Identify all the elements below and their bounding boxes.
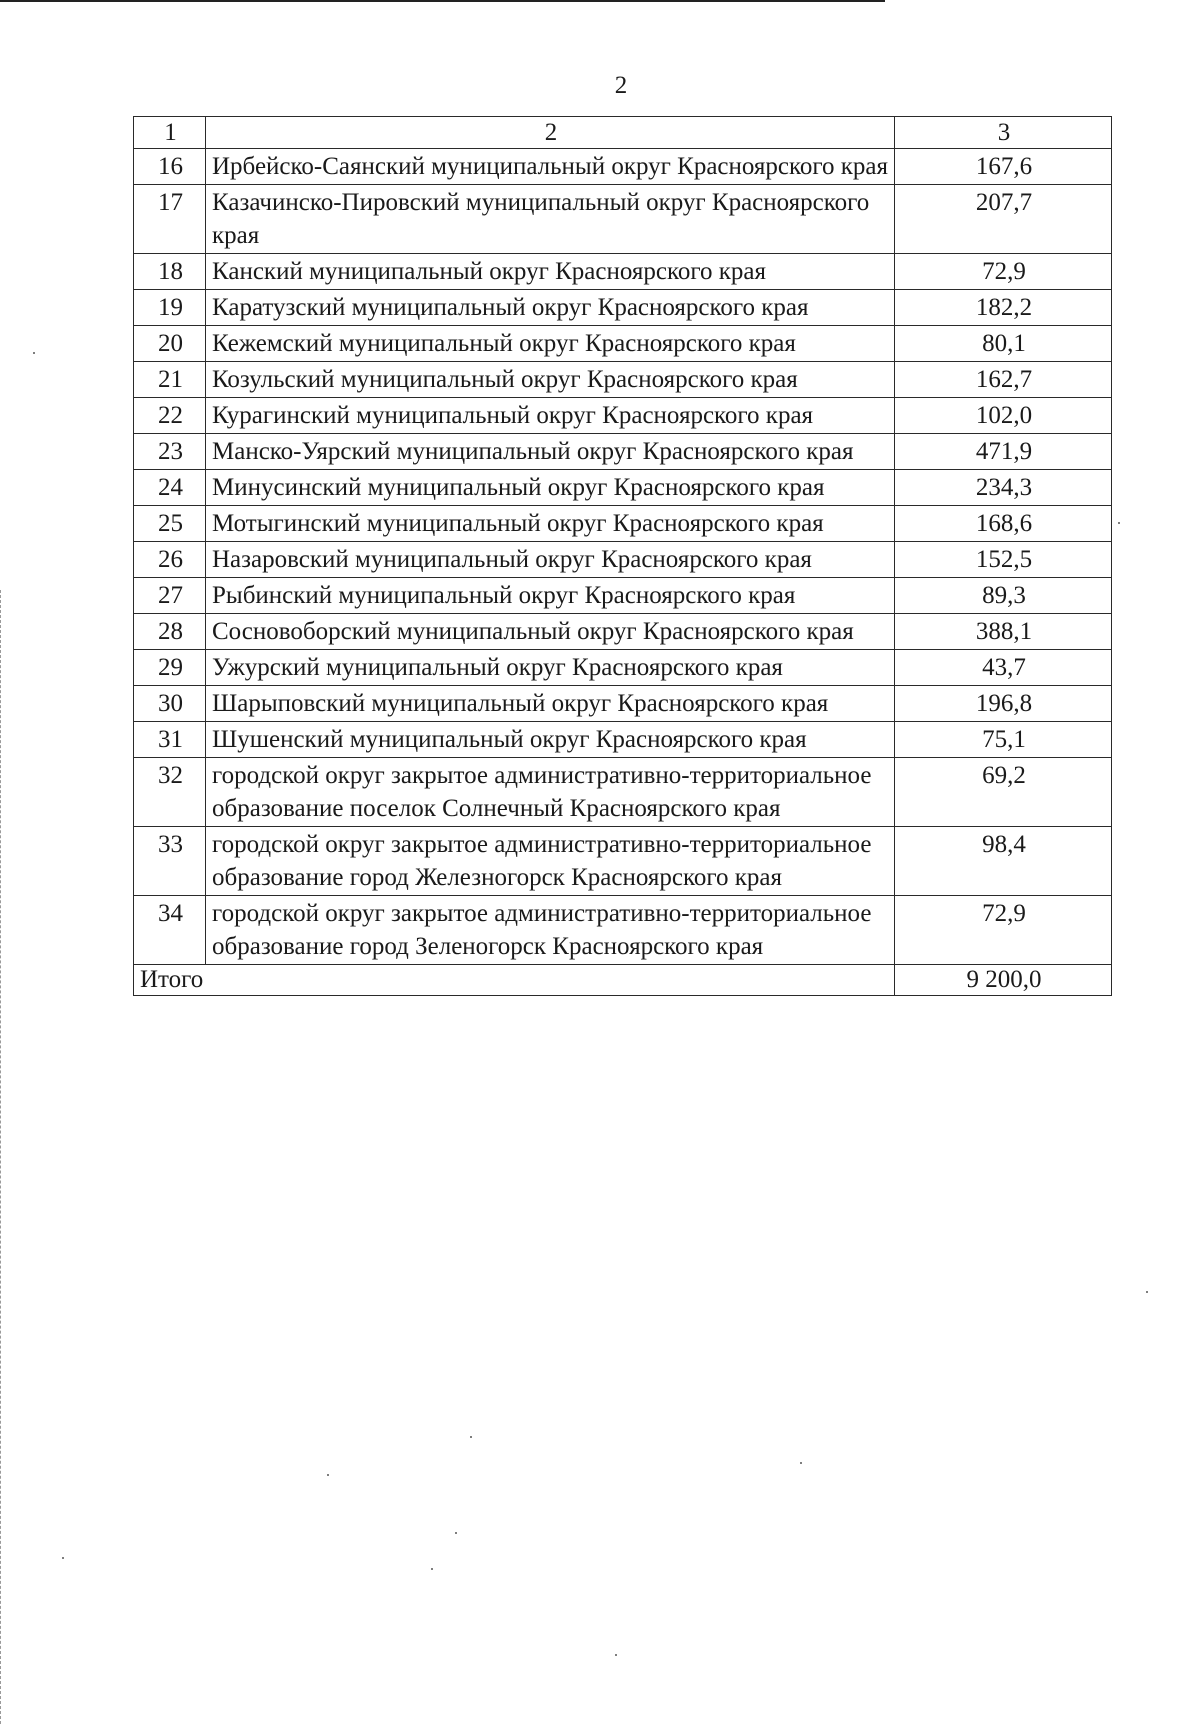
table-row (134, 149, 1112, 185)
row-name-cell: Сосновоборский муниципальный округ Красноярского края (206, 614, 895, 650)
table-body (134, 117, 1112, 996)
scan-speck (470, 1436, 472, 1438)
row-name-cell: Каратузский муниципальный округ Красноярского края (206, 290, 895, 326)
row-value-cell: 75,1 (895, 722, 1112, 758)
header-cell-2: 2 (206, 117, 895, 149)
table-row (134, 362, 1112, 398)
scan-speck (615, 1654, 617, 1656)
row-value-cell: 167,6 (895, 149, 1112, 185)
table-row (134, 290, 1112, 326)
row-number-cell: 25 (134, 506, 206, 542)
row-name-cell: Ужурский муниципальный округ Красноярского края (206, 650, 895, 686)
row-name-cell: Козульский муниципальный округ Красноярского края (206, 362, 895, 398)
row-number-cell: 17 (134, 185, 206, 254)
scan-speck (33, 352, 35, 354)
row-number-cell: 28 (134, 614, 206, 650)
scan-speck (800, 1462, 802, 1464)
row-name-cell: городской округ закрытое административно-территориальное образование поселок Солнечный Красноярского края (206, 758, 895, 827)
row-value-cell: 98,4 (895, 827, 1112, 896)
row-value-cell: 72,9 (895, 896, 1112, 965)
row-number-cell: 19 (134, 290, 206, 326)
table-row (134, 506, 1112, 542)
row-value-cell: 69,2 (895, 758, 1112, 827)
table-row (134, 326, 1112, 362)
row-name-cell: Кежемский муниципальный округ Красноярского края (206, 326, 895, 362)
table-row (134, 896, 1112, 965)
scan-speck (431, 1568, 433, 1570)
row-name-cell: Шушенский муниципальный округ Красноярского края (206, 722, 895, 758)
table-row (134, 614, 1112, 650)
scan-speck (62, 1557, 64, 1559)
table-row (134, 185, 1112, 254)
table-row (134, 434, 1112, 470)
row-number-cell: 33 (134, 827, 206, 896)
row-value-cell: 72,9 (895, 254, 1112, 290)
row-number-cell: 29 (134, 650, 206, 686)
table-row (134, 827, 1112, 896)
row-name-cell: Ирбейско-Саянский муниципальный округ Красноярского края (206, 149, 895, 185)
row-number-cell: 32 (134, 758, 206, 827)
table-row (134, 650, 1112, 686)
data-table (133, 116, 1112, 996)
row-name-cell: Канский муниципальный округ Красноярского края (206, 254, 895, 290)
row-value-cell: 89,3 (895, 578, 1112, 614)
table-row (134, 758, 1112, 827)
row-value-cell: 471,9 (895, 434, 1112, 470)
header-cell-1: 1 (134, 117, 206, 149)
row-value-cell: 80,1 (895, 326, 1112, 362)
row-number-cell: 21 (134, 362, 206, 398)
total-value: 9 200,0 (895, 965, 1112, 996)
row-name-cell: городской округ закрытое административно-территориальное образование город Зеленогорск Красноярского края (206, 896, 895, 965)
row-name-cell: Мотыгинский муниципальный округ Красноярского края (206, 506, 895, 542)
row-name-cell: Манско-Уярский муниципальный округ Красноярского края (206, 434, 895, 470)
row-number-cell: 24 (134, 470, 206, 506)
scan-speck (1118, 522, 1120, 524)
scan-edge-left (0, 590, 2, 1724)
row-number-cell: 34 (134, 896, 206, 965)
row-value-cell: 196,8 (895, 686, 1112, 722)
scan-speck (455, 1532, 457, 1534)
row-number-cell: 30 (134, 686, 206, 722)
table-row (134, 254, 1112, 290)
row-value-cell: 152,5 (895, 542, 1112, 578)
row-number-cell: 22 (134, 398, 206, 434)
scan-speck (1146, 1291, 1148, 1293)
row-value-cell: 182,2 (895, 290, 1112, 326)
scan-speck (327, 1474, 329, 1476)
row-name-cell: Рыбинский муниципальный округ Красноярского края (206, 578, 895, 614)
row-value-cell: 388,1 (895, 614, 1112, 650)
row-name-cell: Назаровский муниципальный округ Красноярского края (206, 542, 895, 578)
table-row (134, 686, 1112, 722)
table-row (134, 722, 1112, 758)
table-header-row (134, 117, 1112, 149)
row-name-cell: Шарыповский муниципальный округ Красноярского края (206, 686, 895, 722)
row-number-cell: 26 (134, 542, 206, 578)
row-number-cell: 27 (134, 578, 206, 614)
row-value-cell: 234,3 (895, 470, 1112, 506)
row-number-cell: 18 (134, 254, 206, 290)
total-label: Итого (134, 965, 895, 996)
row-number-cell: 23 (134, 434, 206, 470)
row-value-cell: 168,6 (895, 506, 1112, 542)
row-name-cell: Казачинско-Пировский муниципальный округ Красноярского края (206, 185, 895, 254)
row-value-cell: 43,7 (895, 650, 1112, 686)
row-name-cell: городской округ закрытое административно-территориальное образование город Железногорск Красноярского края (206, 827, 895, 896)
row-name-cell: Минусинский муниципальный округ Красноярского края (206, 470, 895, 506)
row-value-cell: 162,7 (895, 362, 1112, 398)
table-row (134, 542, 1112, 578)
row-name-cell: Курагинский муниципальный округ Красноярского края (206, 398, 895, 434)
table-row (134, 398, 1112, 434)
row-number-cell: 20 (134, 326, 206, 362)
scan-edge-top (0, 0, 885, 2)
row-value-cell: 207,7 (895, 185, 1112, 254)
header-cell-3: 3 (895, 117, 1112, 149)
row-value-cell: 102,0 (895, 398, 1112, 434)
row-number-cell: 16 (134, 149, 206, 185)
table-row (134, 470, 1112, 506)
page-number: 2 (614, 72, 628, 99)
total-row (134, 965, 1112, 996)
table-row (134, 578, 1112, 614)
row-number-cell: 31 (134, 722, 206, 758)
